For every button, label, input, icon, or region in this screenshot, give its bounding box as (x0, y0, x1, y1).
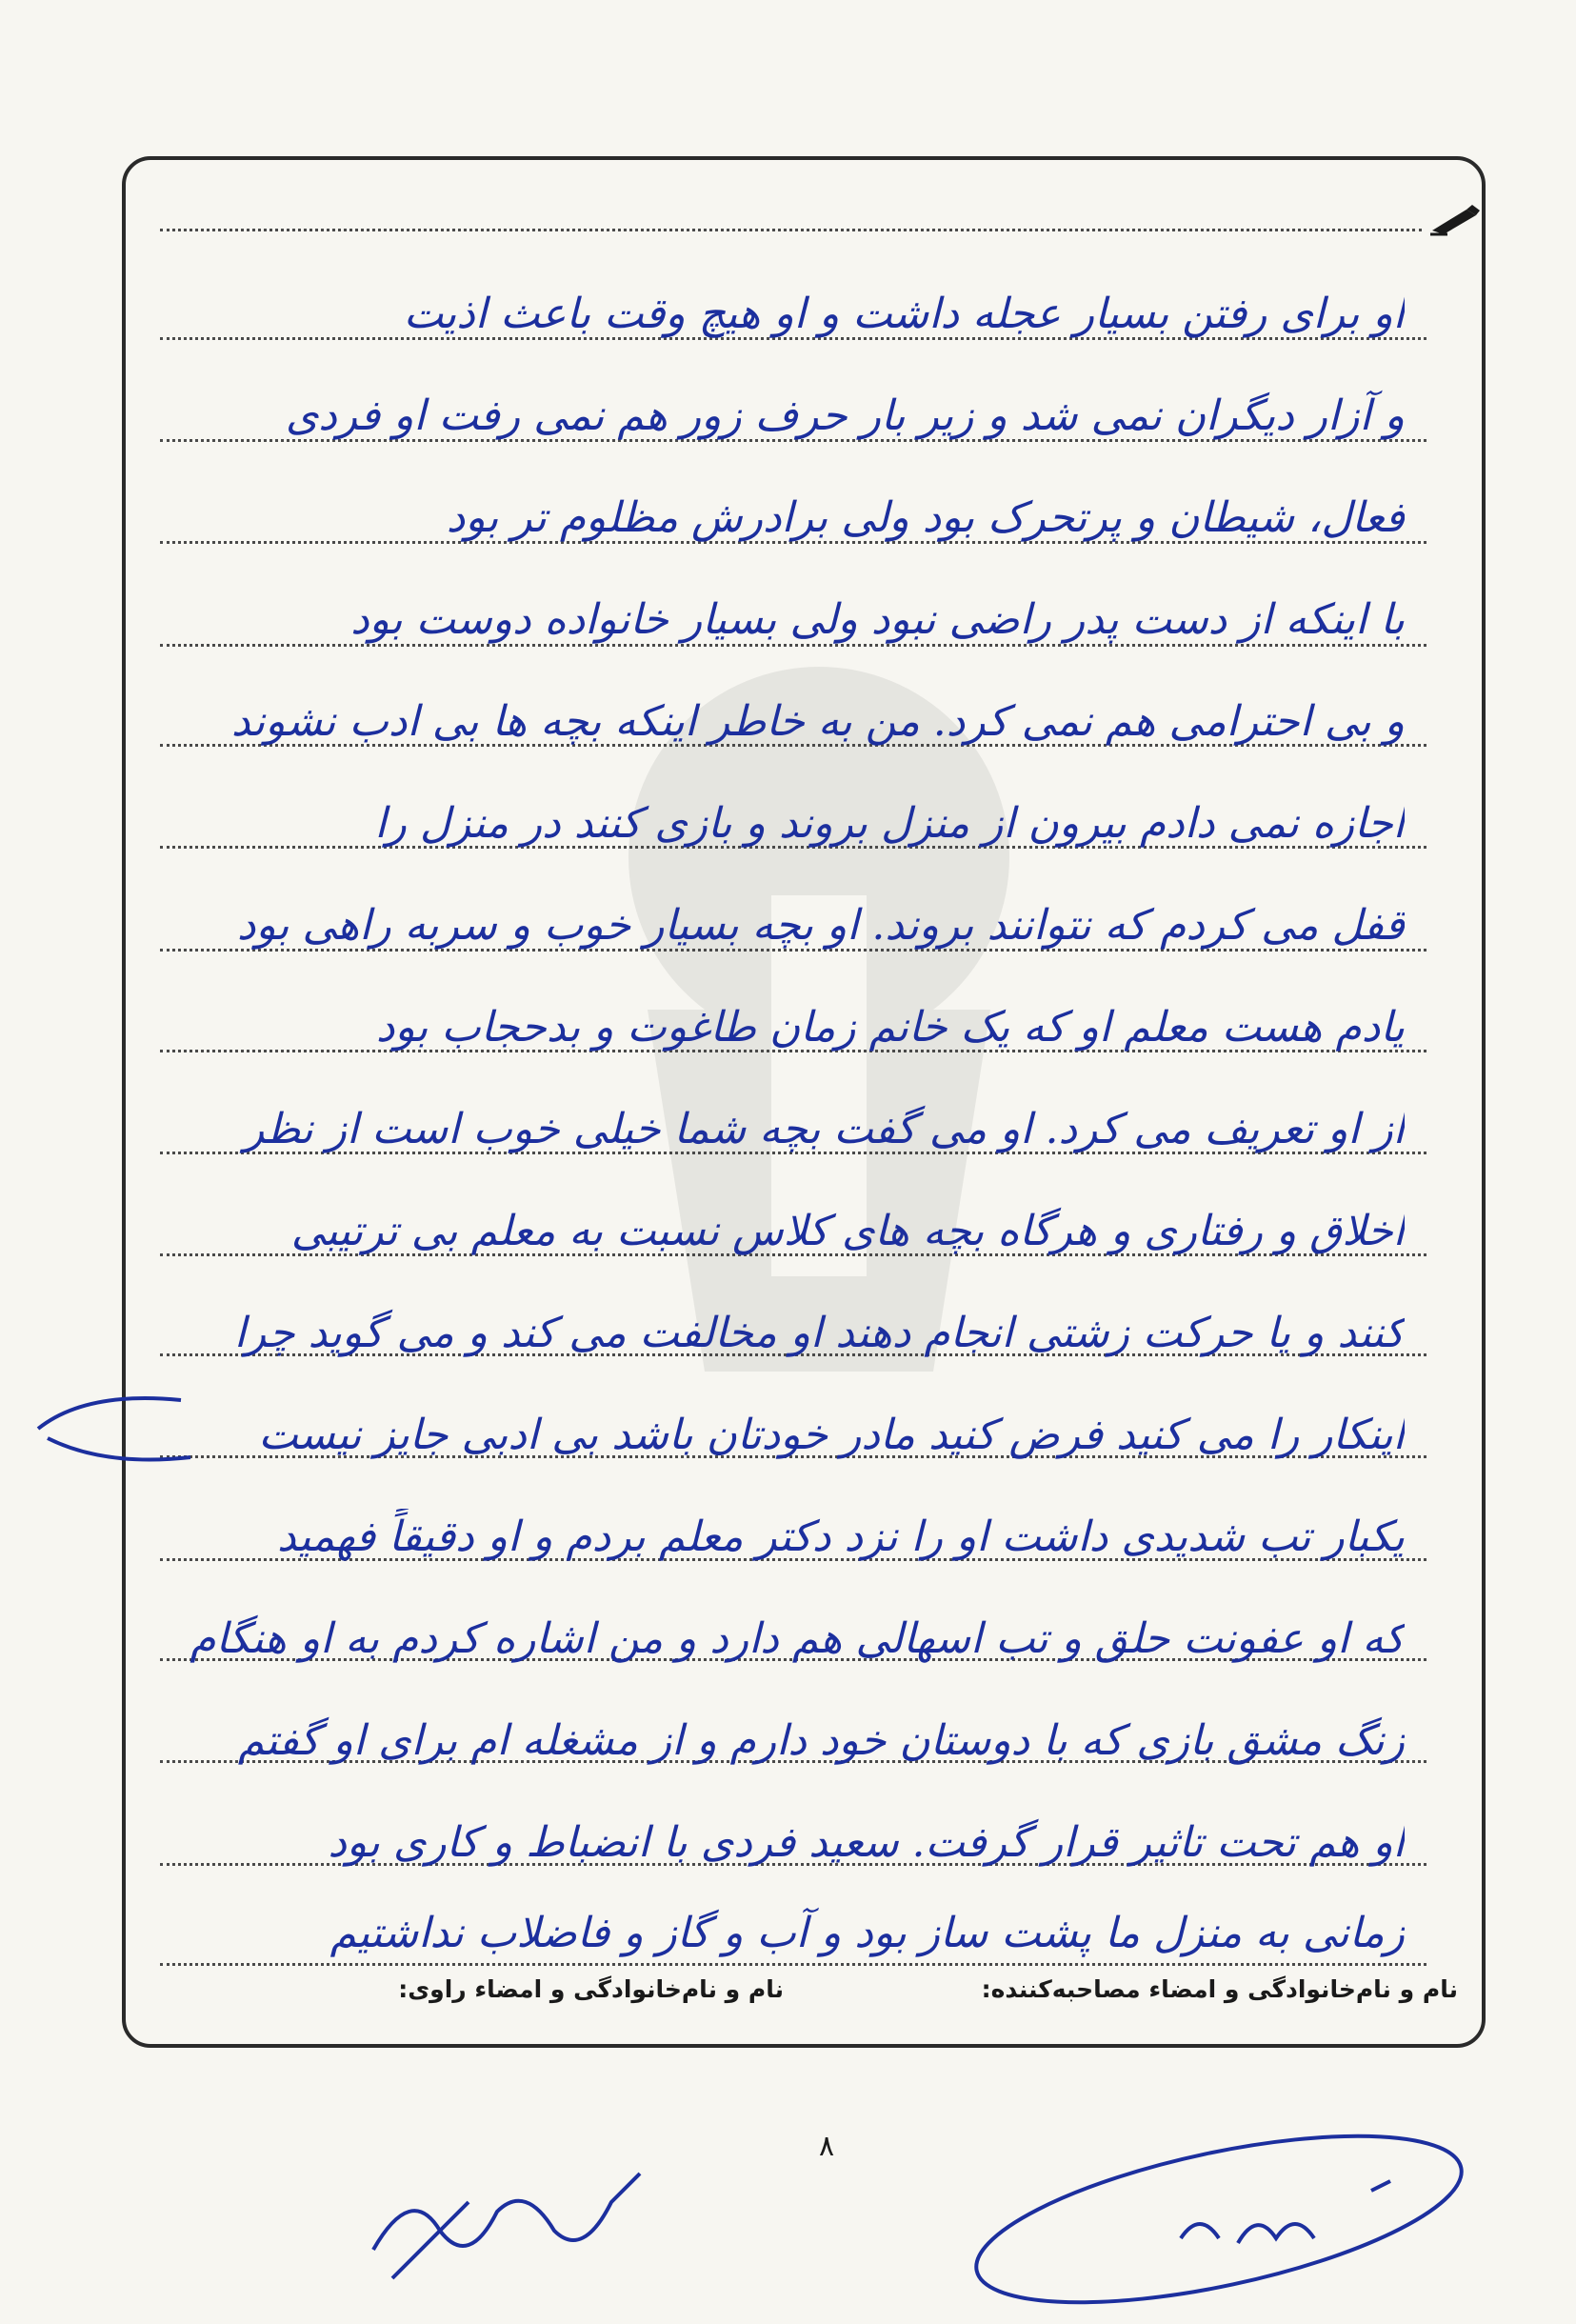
interviewer-signature (952, 2076, 1486, 2314)
narrator-signature-label: نام و نام‌خانوادگی و امضاء راوی: (398, 1975, 784, 2003)
handwritten-line: زنگ مشق بازی که با دوستان خود دارم و از مشغله ام برای او گفتم (237, 1716, 1405, 1765)
handwritten-line: اجازه نمی دادم بیرون از منزل بروند و بازی کنند در منزل را (374, 799, 1405, 848)
pen-writing-icon (1428, 202, 1482, 236)
handwritten-line: اخلاق و رفتاری و هرگاه بچه های کلاس نسبت به معلم بی ترتیبی (290, 1207, 1405, 1255)
handwritten-line: قفل می کردم که نتوانند بروند. او بچه بسیار خوب و سربه راهی بود (236, 901, 1405, 950)
handwritten-line: کنند و یا حرکت زشتی انجام دهند او مخالفت می کند و می گوید چرا (233, 1309, 1405, 1357)
handwritten-line: با اینکه از دست پدر راضی نبود ولی بسیار خانواده دوست بود (350, 595, 1405, 644)
handwritten-line: فعال، شیطان و پرتحرک بود ولی برادرش مظلوم تر بود (446, 493, 1405, 542)
page-number: ۸ (818, 2130, 835, 2163)
handwritten-line: یادم هست معلم او که یک خانم زمان طاغوت و بدحجاب بود (375, 1003, 1405, 1052)
ruled-line (160, 1963, 1426, 1966)
handwritten-line: زمانی به منزل ما پشت ساز بود و آب و گاز و فاضلاب نداشتیم (329, 1909, 1405, 1957)
handwritten-line: او هم تحت تاثیر قرار گرفت. سعید فردی با انضباط و کاری بود (328, 1818, 1405, 1867)
handwritten-line: یکبار تب شدیدی داشت او را نزد دکتر معلم بردم و او دقیقاً فهمید (277, 1513, 1405, 1561)
ruled-line (160, 229, 1422, 231)
handwritten-line: اینکار را می کنید فرض کنید مادر خودتان باشد بی ادبی جایز نیست (258, 1411, 1405, 1459)
handwritten-line: و آزار دیگران نمی شد و زیر بار حرف زور هم نمی رفت او فردی (285, 391, 1405, 440)
handwritten-line: او برای رفتن بسیار عجله داشت و او هیچ وقت باعث اذیت (403, 290, 1405, 338)
handwritten-line: از او تعریف می کرد. او می گفت بچه شما خیلی خوب است از نظر (244, 1105, 1405, 1153)
margin-annotation-stroke (29, 1372, 200, 1486)
interviewer-signature-label: نام و نام‌خانوادگی و امضاء مصاحبه‌کننده: (981, 1975, 1458, 2003)
handwritten-line: که او عفونت حلق و تب اسهالی هم دارد و من اشاره کردم به او هنگام (190, 1614, 1405, 1663)
handwritten-line: و بی احترامی هم نمی کرد. من به خاطر اینکه بچه ها بی ادب نشوند (230, 697, 1405, 746)
narrator-signature (354, 2145, 668, 2297)
